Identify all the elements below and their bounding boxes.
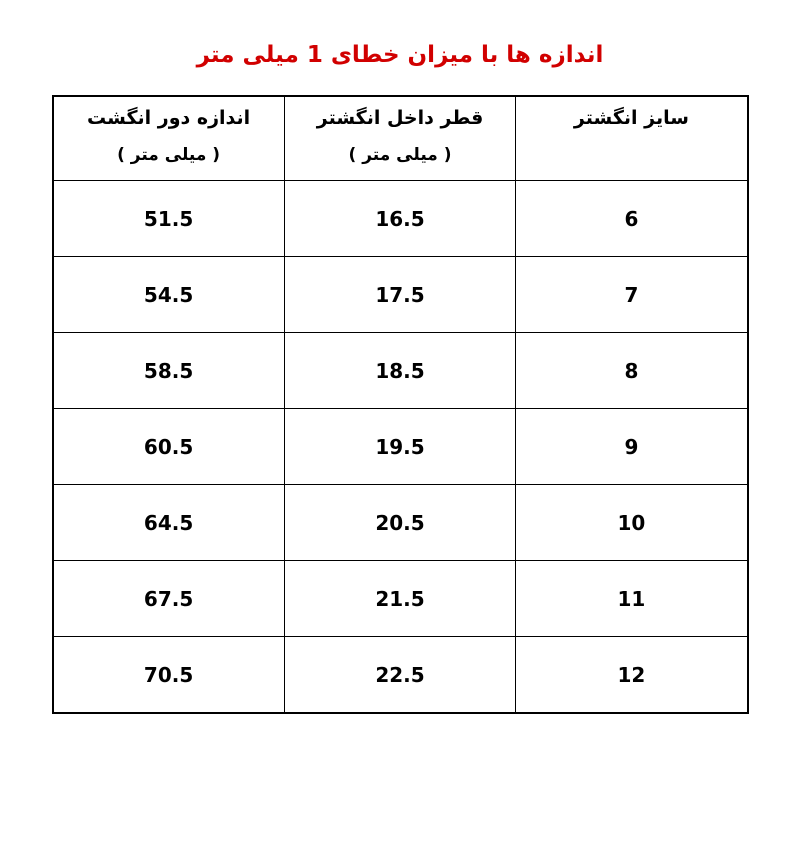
ring-size-cell: 6 (516, 181, 748, 257)
ring-size-cell: 11 (516, 561, 748, 637)
column-header-inner-diameter-unit: ( میلی متر ) (348, 144, 452, 165)
table-row (53, 257, 748, 333)
column-header-inner-diameter-label: قطر داخل انگشتر (316, 107, 484, 129)
ring-size-table (52, 95, 749, 714)
ring-size-cell: 8 (516, 333, 748, 409)
column-header-circumference (53, 96, 285, 181)
inner-diameter-cell: 19.5 (284, 409, 516, 485)
table-row (53, 409, 748, 485)
ring-size-cell: 9 (516, 409, 748, 485)
circumference-cell: 67.5 (53, 561, 285, 637)
ring-size-cell: 12 (516, 637, 748, 714)
circumference-cell: 64.5 (53, 485, 285, 561)
table-row (53, 181, 748, 257)
circumference-cell: 54.5 (53, 257, 285, 333)
inner-diameter-cell: 16.5 (284, 181, 516, 257)
table-row (53, 637, 748, 714)
ring-size-cell: 10 (516, 485, 748, 561)
inner-diameter-cell: 18.5 (284, 333, 516, 409)
table-row (53, 561, 748, 637)
table-row (53, 333, 748, 409)
column-header-circumference-unit: ( میلی متر ) (117, 144, 221, 165)
table-row (53, 485, 748, 561)
page-title: اندازه ها با میزان خطای 1 میلی متر (196, 42, 604, 68)
ring-size-cell: 7 (516, 257, 748, 333)
circumference-cell: 60.5 (53, 409, 285, 485)
table-header-row (53, 96, 748, 181)
inner-diameter-cell: 21.5 (284, 561, 516, 637)
inner-diameter-cell: 20.5 (284, 485, 516, 561)
circumference-cell: 58.5 (53, 333, 285, 409)
column-header-inner-diameter (284, 96, 516, 181)
column-header-ring-size-label: سایز انگشتر (573, 107, 689, 129)
column-header-circumference-label: اندازه دور انگشت (87, 107, 251, 129)
column-header-ring-size (516, 96, 748, 181)
inner-diameter-cell: 22.5 (284, 637, 516, 714)
circumference-cell: 70.5 (53, 637, 285, 714)
circumference-cell: 51.5 (53, 181, 285, 257)
inner-diameter-cell: 17.5 (284, 257, 516, 333)
